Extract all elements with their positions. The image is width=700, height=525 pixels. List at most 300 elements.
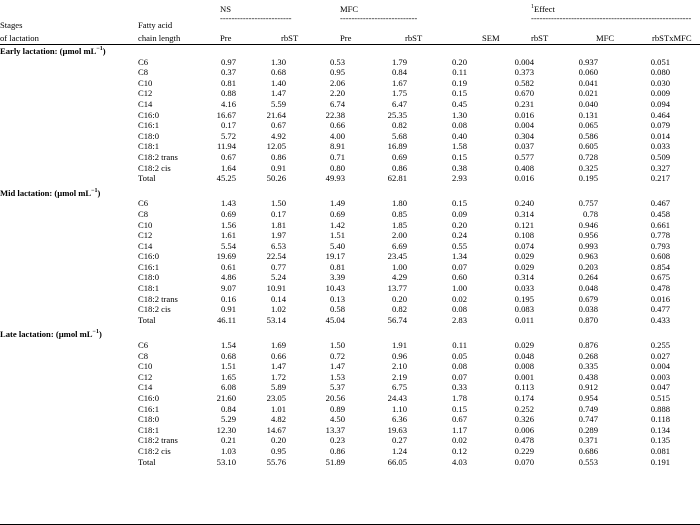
- cell-sem: 0.40: [451, 130, 467, 141]
- cell-fatty-acid: C18:1: [138, 141, 160, 152]
- table-row: [0, 435, 700, 446]
- cell-p-interaction: 0.854: [650, 261, 671, 272]
- cell-p-interaction: 0.118: [651, 414, 671, 425]
- cell-p-mfc: 0.021: [578, 88, 598, 99]
- cell-p-rbst: 0.314: [514, 208, 534, 219]
- header-rule: [0, 44, 700, 45]
- cell-fatty-acid: C14: [138, 382, 153, 393]
- cell-ns-pre: 53.10: [216, 456, 236, 467]
- cell-mfc-rbst: 62.81: [387, 173, 407, 184]
- section-unit-sup: −1: [92, 329, 99, 336]
- cell-ns-rbst: 6.53: [270, 240, 286, 251]
- cell-p-mfc: 0.041: [578, 77, 598, 88]
- section-title-close: ): [97, 187, 101, 198]
- cell-sem: 2.83: [451, 314, 467, 325]
- cell-p-interaction: 0.793: [650, 240, 671, 251]
- cell-mfc-pre: 4.00: [329, 130, 345, 141]
- cell-sem: 1.30: [451, 109, 467, 120]
- cell-ns-rbst: 0.77: [270, 261, 286, 272]
- cell-mfc-pre: 0.89: [329, 403, 345, 414]
- cell-mfc-pre: 13.37: [325, 424, 345, 435]
- cell-ns-pre: 1.54: [220, 340, 236, 351]
- cell-fatty-acid: C16:1: [138, 120, 160, 131]
- cell-mfc-rbst: 19.63: [387, 424, 407, 435]
- table-row: [0, 294, 700, 305]
- cell-mfc-pre: 1.49: [329, 198, 345, 209]
- cell-fatty-acid: C14: [138, 98, 153, 109]
- cell-p-interaction: 0.004: [650, 361, 671, 372]
- cell-sem: 0.15: [451, 403, 467, 414]
- cell-p-mfc: 0.203: [578, 261, 598, 272]
- cell-sem: 0.24: [451, 230, 467, 241]
- cell-ns-rbst: 1.81: [270, 219, 286, 230]
- cell-ns-rbst: 4.82: [270, 414, 286, 425]
- cell-fatty-acid: C18:2 cis: [138, 304, 171, 315]
- cell-sem: 0.07: [451, 261, 467, 272]
- col-sem: SEM: [482, 33, 500, 43]
- cell-ns-rbst: 0.68: [270, 67, 286, 78]
- cell-p-rbst: 0.195: [514, 293, 534, 304]
- table-row: [0, 110, 700, 121]
- cell-p-rbst: 0.048: [514, 350, 534, 361]
- cell-p-mfc: 0.371: [578, 435, 598, 446]
- cell-p-rbst: 0.006: [514, 424, 534, 435]
- cell-p-mfc: 0.438: [578, 371, 598, 382]
- cell-p-interaction: 0.478: [650, 283, 671, 294]
- cell-p-rbst: 0.001: [514, 371, 534, 382]
- cell-p-interaction: 0.033: [650, 141, 671, 152]
- cell-mfc-rbst: 1.91: [391, 340, 407, 351]
- stage-cell: [0, 99, 138, 110]
- cell-ns-pre: 0.91: [220, 304, 236, 315]
- cell-ns-rbst: 53.14: [266, 314, 286, 325]
- cell-sem: 0.45: [451, 98, 467, 109]
- cell-p-mfc: 0.679: [578, 293, 598, 304]
- cell-ns-rbst: 5.59: [270, 98, 286, 109]
- table-row: [0, 99, 700, 110]
- cell-mfc-rbst: 6.47: [391, 98, 407, 109]
- cell-mfc-rbst: 24.43: [387, 393, 407, 403]
- cell-p-interaction: 0.080: [650, 67, 671, 78]
- table-row: [0, 393, 700, 404]
- table-row: [0, 272, 700, 283]
- cell-p-interaction: 0.135: [650, 435, 671, 446]
- cell-fatty-acid: C18:1: [138, 424, 160, 435]
- cell-mfc-pre: 51.89: [325, 456, 345, 467]
- cell-p-rbst: 0.478: [514, 435, 534, 446]
- cell-p-rbst: 0.121: [514, 219, 534, 230]
- col-effect-interaction: rbSTxMFC: [652, 33, 692, 43]
- stage-cell: [0, 67, 138, 78]
- table-row: [0, 446, 700, 457]
- cell-ns-rbst: 23.05: [266, 393, 286, 403]
- cell-p-interaction: 0.051: [650, 56, 671, 67]
- section-header-row: [0, 184, 700, 199]
- cell-mfc-pre: 49.93: [325, 173, 345, 184]
- cell-p-mfc: 0.289: [578, 424, 598, 435]
- cell-ns-pre: 12.30: [216, 424, 236, 435]
- cell-p-mfc: 0.040: [578, 98, 598, 109]
- cell-mfc-rbst: 1.10: [391, 403, 407, 414]
- cell-mfc-pre: 8.91: [329, 141, 345, 152]
- cell-ns-rbst: 5.24: [270, 272, 286, 283]
- table-row: [0, 131, 700, 142]
- cell-sem: 1.00: [451, 283, 467, 294]
- cell-mfc-rbst: 6.75: [391, 382, 407, 393]
- col-stage-line1: Stages: [0, 20, 23, 30]
- cell-ns-pre: 1.64: [220, 162, 236, 173]
- stage-cell: [0, 382, 138, 393]
- cell-mfc-rbst: 2.10: [391, 361, 407, 372]
- cell-ns-pre: 19.69: [216, 251, 236, 262]
- cell-p-interaction: 0.675: [650, 272, 671, 283]
- cell-sem: 0.67: [451, 414, 467, 425]
- cell-ns-pre: 0.69: [220, 208, 236, 219]
- mfc-dashes: ---------------------------: [340, 13, 418, 23]
- cell-sem: 0.15: [451, 198, 467, 209]
- cell-p-rbst: 0.016: [514, 173, 534, 184]
- cell-mfc-rbst: 0.82: [391, 120, 407, 131]
- cell-fatty-acid: C6: [138, 198, 149, 209]
- cell-mfc-pre: 1.53: [329, 371, 345, 382]
- cell-ns-pre: 0.16: [220, 293, 236, 304]
- cell-fatty-acid: C18:0: [138, 414, 160, 425]
- cell-ns-rbst: 55.76: [266, 456, 286, 467]
- stage-cell: [0, 272, 138, 283]
- cell-mfc-pre: 6.74: [329, 98, 345, 109]
- cell-ns-rbst: 22.54: [266, 251, 286, 262]
- cell-ns-pre: 45.25: [216, 173, 236, 184]
- cell-mfc-pre: 0.95: [329, 67, 345, 78]
- cell-sem: 1.58: [451, 141, 467, 152]
- cell-mfc-pre: 5.37: [329, 382, 345, 393]
- cell-fatty-acid: C16:0: [138, 251, 160, 262]
- cell-p-mfc: 0.131: [578, 109, 598, 120]
- section-title-close: ): [102, 46, 106, 56]
- effect-label: $^1$Effect: [531, 4, 555, 14]
- cell-mfc-rbst: 23.45: [387, 251, 407, 262]
- cell-sem: 0.15: [451, 88, 467, 99]
- cell-p-interaction: 0.433: [650, 314, 671, 325]
- cell-p-interaction: 0.608: [650, 251, 671, 262]
- stage-cell: [0, 446, 138, 457]
- table-row: [0, 120, 700, 131]
- cell-sem: 0.02: [451, 293, 467, 304]
- table-row: [0, 141, 700, 152]
- cell-sem: 0.20: [451, 219, 467, 230]
- table-row: [0, 283, 700, 294]
- cell-mfc-rbst: 0.85: [391, 208, 407, 219]
- cell-p-rbst: 0.029: [514, 340, 534, 351]
- cell-mfc-pre: 0.81: [329, 261, 345, 272]
- cell-ns-rbst: 14.67: [266, 424, 286, 435]
- cell-ns-rbst: 0.86: [270, 151, 286, 162]
- table-row: [0, 414, 700, 425]
- cell-p-rbst: 0.408: [514, 162, 534, 173]
- cell-ns-pre: 0.37: [220, 67, 236, 78]
- cell-p-rbst: 0.326: [514, 414, 534, 425]
- cell-p-mfc: 0.870: [578, 314, 598, 325]
- table-row: [0, 372, 700, 383]
- cell-p-rbst: 0.029: [514, 251, 534, 262]
- cell-p-rbst: 0.016: [514, 109, 534, 120]
- stage-cell: [0, 283, 138, 294]
- cell-sem: 0.60: [451, 272, 467, 283]
- table-row: [0, 241, 700, 252]
- cell-ns-rbst: 1.01: [270, 403, 286, 414]
- stage-cell: [0, 230, 138, 241]
- stage-cell: [0, 372, 138, 383]
- cell-mfc-rbst: 2.00: [391, 230, 407, 241]
- cell-ns-pre: 16.67: [216, 109, 236, 120]
- table-row: [0, 67, 700, 78]
- cell-fatty-acid: C18:2 cis: [138, 162, 171, 173]
- cell-fatty-acid: C16:0: [138, 393, 160, 403]
- stage-cell: [0, 120, 138, 131]
- col-fa-line2: chain length: [138, 33, 181, 43]
- cell-fatty-acid: C16:1: [138, 403, 160, 414]
- cell-ns-rbst: 21.64: [266, 109, 286, 120]
- cell-p-mfc: 0.747: [578, 414, 598, 425]
- cell-ns-rbst: 0.14: [270, 293, 286, 304]
- stage-cell: [0, 110, 138, 121]
- table-row: [0, 351, 700, 362]
- cell-mfc-pre: 20.56: [325, 393, 345, 403]
- cell-p-interaction: 0.778: [650, 230, 671, 241]
- cell-p-rbst: 0.314: [514, 272, 534, 283]
- col-ns-pre: Pre: [220, 33, 232, 43]
- cell-mfc-pre: 0.72: [329, 350, 345, 361]
- cell-p-rbst: 0.373: [514, 67, 534, 78]
- cell-mfc-pre: 19.17: [325, 251, 345, 262]
- cell-ns-rbst: 0.95: [270, 445, 286, 456]
- cell-mfc-rbst: 16.89: [387, 141, 407, 152]
- cell-p-mfc: 0.749: [578, 403, 598, 414]
- cell-fatty-acid: C18:2 cis: [138, 445, 171, 456]
- ns-dashes: -------------------------: [220, 13, 292, 23]
- cell-mfc-pre: 2.20: [329, 88, 345, 99]
- cell-p-rbst: 0.577: [514, 151, 534, 162]
- cell-p-mfc: 0.553: [578, 456, 598, 467]
- cell-p-rbst: 0.083: [514, 304, 534, 315]
- cell-p-mfc: 0.038: [578, 304, 598, 315]
- cell-p-interaction: 0.003: [650, 371, 671, 382]
- cell-ns-pre: 0.17: [220, 120, 236, 131]
- cell-p-mfc: 0.686: [578, 445, 598, 456]
- cell-fatty-acid: C10: [138, 361, 153, 372]
- cell-ns-pre: 5.72: [220, 130, 236, 141]
- table-row: [0, 220, 700, 231]
- cell-ns-rbst: 10.91: [266, 283, 286, 294]
- cell-fatty-acid: C18:2 trans: [138, 435, 178, 446]
- stage-cell: [0, 152, 138, 163]
- section-unit-sup: −1: [91, 187, 98, 194]
- table-row: [0, 251, 700, 262]
- cell-ns-pre: 1.43: [220, 198, 236, 209]
- cell-p-rbst: 0.033: [514, 283, 534, 294]
- cell-ns-rbst: 1.72: [270, 371, 286, 382]
- cell-p-mfc: 0.048: [578, 283, 598, 294]
- cell-mfc-rbst: 4.29: [391, 272, 407, 283]
- stage-cell: [0, 304, 138, 315]
- cell-ns-pre: 21.60: [216, 393, 236, 403]
- table-row: [0, 152, 700, 163]
- cell-ns-rbst: 1.40: [270, 77, 286, 88]
- cell-mfc-pre: 45.04: [325, 314, 345, 325]
- cell-sem: 0.07: [451, 371, 467, 382]
- cell-p-mfc: 0.757: [578, 198, 598, 209]
- cell-fatty-acid: C10: [138, 77, 153, 88]
- cell-p-rbst: 0.037: [514, 141, 534, 152]
- cell-ns-pre: 1.61: [220, 230, 236, 241]
- cell-mfc-pre: 0.69: [329, 208, 345, 219]
- stage-cell: [0, 393, 138, 404]
- cell-sem: 0.11: [452, 340, 467, 351]
- cell-mfc-pre: 1.51: [329, 230, 345, 241]
- cell-mfc-pre: 22.38: [325, 109, 345, 120]
- section-title: [0, 184, 700, 199]
- table-row: [0, 262, 700, 273]
- stage-cell: [0, 198, 138, 209]
- cell-p-rbst: 0.004: [514, 120, 534, 131]
- cell-fatty-acid: C6: [138, 56, 149, 67]
- cell-p-interaction: 0.464: [650, 109, 671, 120]
- cell-mfc-rbst: 2.19: [391, 371, 407, 382]
- cell-ns-rbst: 0.67: [270, 120, 286, 131]
- cell-p-interaction: 0.458: [650, 208, 671, 219]
- cell-sem: 1.78: [451, 393, 467, 403]
- cell-fatty-acid: C12: [138, 88, 153, 99]
- table-row: [0, 163, 700, 174]
- table-row: [0, 230, 700, 241]
- cell-fatty-acid: C6: [138, 340, 149, 351]
- cell-p-interaction: 0.079: [650, 120, 671, 131]
- cell-ns-rbst: 12.05: [266, 141, 286, 152]
- cell-mfc-pre: 10.43: [325, 283, 345, 294]
- cell-fatty-acid: C12: [138, 230, 153, 241]
- cell-fatty-acid: C10: [138, 219, 153, 230]
- stage-cell: [0, 209, 138, 220]
- cell-sem: 1.17: [451, 424, 467, 435]
- stage-cell: [0, 315, 138, 326]
- cell-ns-pre: 5.54: [220, 240, 236, 251]
- cell-sem: 0.19: [451, 77, 467, 88]
- cell-fatty-acid: C14: [138, 240, 153, 251]
- table-row: [0, 198, 700, 209]
- cell-p-rbst: 0.582: [514, 77, 534, 88]
- cell-p-mfc: 0.912: [578, 382, 598, 393]
- table-row: [0, 382, 700, 393]
- col-mfc-pre: Pre: [340, 33, 352, 43]
- cell-ns-pre: 6.08: [220, 382, 236, 393]
- cell-ns-rbst: 1.97: [270, 230, 286, 241]
- cell-mfc-rbst: 0.69: [391, 151, 407, 162]
- cell-p-mfc: 0.195: [578, 173, 598, 184]
- cell-fatty-acid: Total: [138, 456, 156, 467]
- cell-ns-rbst: 0.66: [270, 350, 286, 361]
- cell-p-mfc: 0.264: [578, 272, 598, 283]
- cell-p-mfc: 0.993: [578, 240, 598, 251]
- cell-p-mfc: 0.963: [578, 251, 598, 262]
- cell-p-rbst: 0.008: [514, 361, 534, 372]
- cell-ns-pre: 0.68: [220, 350, 236, 361]
- cell-mfc-pre: 5.40: [329, 240, 345, 251]
- cell-fatty-acid: C12: [138, 371, 153, 382]
- cell-fatty-acid: Total: [138, 173, 156, 184]
- col-stage-line2: of lactation: [0, 33, 39, 43]
- cell-ns-pre: 0.61: [220, 261, 236, 272]
- cell-p-interaction: 0.509: [650, 151, 671, 162]
- cell-sem: 1.34: [451, 251, 467, 262]
- cell-ns-pre: 0.21: [220, 435, 236, 446]
- cell-p-interaction: 0.030: [650, 77, 671, 88]
- cell-p-rbst: 0.108: [514, 230, 534, 241]
- cell-sem: 0.08: [451, 120, 467, 131]
- cell-p-interaction: 0.191: [650, 456, 671, 467]
- cell-ns-rbst: 1.02: [270, 304, 286, 315]
- table-row: [0, 209, 700, 220]
- cell-sem: 0.12: [451, 445, 467, 456]
- cell-ns-pre: 4.16: [220, 98, 236, 109]
- cell-sem: 0.08: [451, 304, 467, 315]
- cell-sem: 0.11: [452, 67, 467, 78]
- cell-p-interaction: 0.009: [650, 88, 671, 99]
- cell-mfc-pre: 1.42: [329, 219, 345, 230]
- section-title-text: Late lactation: (µmol mL: [0, 329, 93, 340]
- cell-sem: 4.03: [451, 456, 467, 467]
- cell-p-interaction: 0.661: [650, 219, 671, 230]
- cell-p-interaction: 0.027: [650, 350, 671, 361]
- cell-ns-rbst: 4.92: [270, 130, 286, 141]
- cell-fatty-acid: C18:0: [138, 272, 160, 283]
- cell-ns-pre: 1.03: [220, 445, 236, 456]
- cell-ns-pre: 0.88: [220, 88, 236, 99]
- cell-p-interaction: 0.515: [650, 393, 671, 403]
- cell-fatty-acid: C16:1: [138, 261, 160, 272]
- cell-mfc-rbst: 1.75: [391, 88, 407, 99]
- stage-cell: [0, 351, 138, 362]
- cell-mfc-rbst: 0.82: [391, 304, 407, 315]
- stage-cell: [0, 425, 138, 436]
- cell-p-mfc: 0.325: [578, 162, 598, 173]
- cell-ns-pre: 0.81: [220, 77, 236, 88]
- cell-p-interaction: 0.217: [650, 173, 671, 184]
- cell-mfc-pre: 0.66: [329, 120, 345, 131]
- cell-fatty-acid: C8: [138, 208, 149, 219]
- cell-p-interaction: 0.477: [650, 304, 671, 315]
- cell-mfc-pre: 0.53: [329, 56, 345, 67]
- cell-ns-pre: 1.65: [220, 371, 236, 382]
- cell-mfc-rbst: 1.80: [391, 198, 407, 209]
- cell-p-interaction: 0.888: [650, 403, 671, 414]
- cell-p-mfc: 0.586: [578, 130, 598, 141]
- cell-p-interaction: 0.014: [650, 130, 671, 141]
- cell-sem: 0.08: [451, 361, 467, 372]
- stage-cell: [0, 251, 138, 262]
- cell-mfc-rbst: 1.85: [391, 219, 407, 230]
- stage-cell: [0, 241, 138, 252]
- table-row: [0, 88, 700, 99]
- stage-cell: [0, 404, 138, 415]
- cell-ns-rbst: 0.17: [270, 208, 286, 219]
- cell-mfc-rbst: 0.86: [391, 162, 407, 173]
- cell-ns-rbst: 1.47: [270, 88, 286, 99]
- cell-ns-rbst: 1.69: [270, 340, 286, 351]
- cell-ns-rbst: 50.26: [266, 173, 286, 184]
- cell-ns-rbst: 5.89: [270, 382, 286, 393]
- cell-fatty-acid: C18:2 trans: [138, 293, 178, 304]
- table-row: [0, 340, 700, 351]
